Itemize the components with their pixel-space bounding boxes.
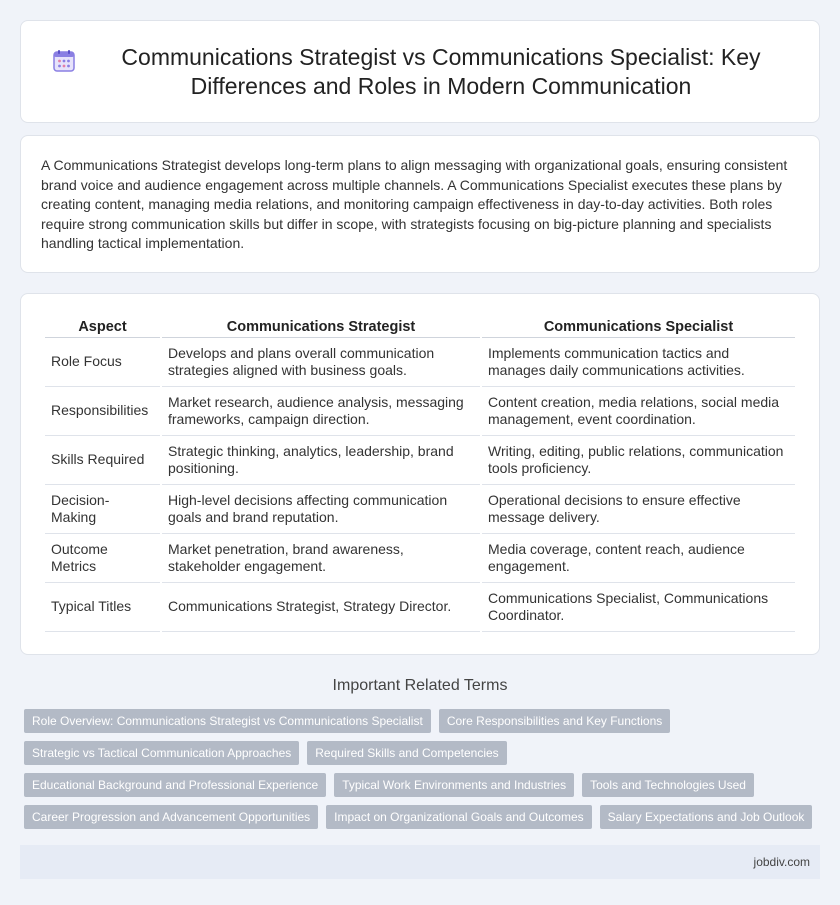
table-row <box>45 534 795 583</box>
related-term-tag[interactable]: Salary Expectations and Job Outlook <box>600 805 813 829</box>
page-title: Communications Strategist vs Communications Specialist: Key Differences and Roles in Modern Communication <box>121 43 761 99</box>
table-row <box>45 583 795 632</box>
cell-strategist: Market penetration, brand awareness, stakeholder engagement. <box>162 534 480 583</box>
related-term-tag[interactable]: Strategic vs Tactical Communication Approaches <box>24 741 299 765</box>
cell-strategist: Strategic thinking, analytics, leadership, brand positioning. <box>162 436 480 485</box>
related-term-tag[interactable]: Core Responsibilities and Key Functions <box>439 709 670 733</box>
related-terms-title: Important Related Terms <box>332 677 508 694</box>
cell-strategist: High-level decisions affecting communication goals and brand reputation. <box>162 485 480 534</box>
header-card <box>20 20 820 123</box>
related-term-tag[interactable]: Typical Work Environments and Industries <box>334 773 574 797</box>
cell-aspect: Role Focus <box>45 338 160 387</box>
cell-aspect: Typical Titles <box>45 583 160 632</box>
cell-strategist: Market research, audience analysis, messaging frameworks, campaign direction. <box>162 387 480 436</box>
related-term-tag[interactable]: Educational Background and Professional Experience <box>24 773 326 797</box>
intro-card <box>20 135 820 273</box>
table-row <box>45 485 795 534</box>
cell-specialist: Operational decisions to ensure effective message delivery. <box>482 485 795 534</box>
table-row <box>45 436 795 485</box>
cell-aspect: Skills Required <box>45 436 160 485</box>
comparison-table-card <box>20 293 820 655</box>
related-terms-list <box>24 709 816 829</box>
related-term-tag[interactable]: Required Skills and Competencies <box>307 741 506 765</box>
comparison-table <box>43 316 797 632</box>
intro-text: A Communications Strategist develops long-term plans to align messaging with organizational goals, ensuring consistent brand voice and audience engagement across multiple channels. A Communications Specialist executes these plans by creating content, managing media relations, and monitoring campaign effectiveness in day-to-day activities. Both roles require strong communication skills but differ in scope, with strategists focusing on big-picture planning and specialists handling tactical implementation. <box>41 157 788 251</box>
cell-specialist: Content creation, media relations, social media management, event coordination. <box>482 387 795 436</box>
table-row <box>45 387 795 436</box>
header-aspect: Aspect <box>45 316 160 338</box>
header-strategist: Communications Strategist <box>162 316 480 338</box>
footer <box>20 845 820 879</box>
table-header-row <box>45 316 795 338</box>
table-row <box>45 338 795 387</box>
cell-strategist: Communications Strategist, Strategy Director. <box>162 583 480 632</box>
cell-specialist: Media coverage, content reach, audience engagement. <box>482 534 795 583</box>
cell-strategist: Develops and plans overall communication strategies aligned with business goals. <box>162 338 480 387</box>
related-term-tag[interactable]: Role Overview: Communications Strategist vs Communications Specialist <box>24 709 431 733</box>
cell-aspect: Responsibilities <box>45 387 160 436</box>
related-term-tag[interactable]: Career Progression and Advancement Opportunities <box>24 805 318 829</box>
cell-specialist: Communications Specialist, Communications Coordinator. <box>482 583 795 632</box>
footer-site-link[interactable]: jobdiv.com <box>753 855 810 869</box>
cell-specialist: Implements communication tactics and manages daily communications activities. <box>482 338 795 387</box>
cell-aspect: Outcome Metrics <box>45 534 160 583</box>
cell-aspect: Decision-Making <box>45 485 160 534</box>
related-term-tag[interactable]: Tools and Technologies Used <box>582 773 754 797</box>
header-specialist: Communications Specialist <box>482 316 795 338</box>
related-term-tag[interactable]: Impact on Organizational Goals and Outcomes <box>326 805 591 829</box>
cell-specialist: Writing, editing, public relations, communication tools proficiency. <box>482 436 795 485</box>
calendar-icon <box>51 48 77 74</box>
